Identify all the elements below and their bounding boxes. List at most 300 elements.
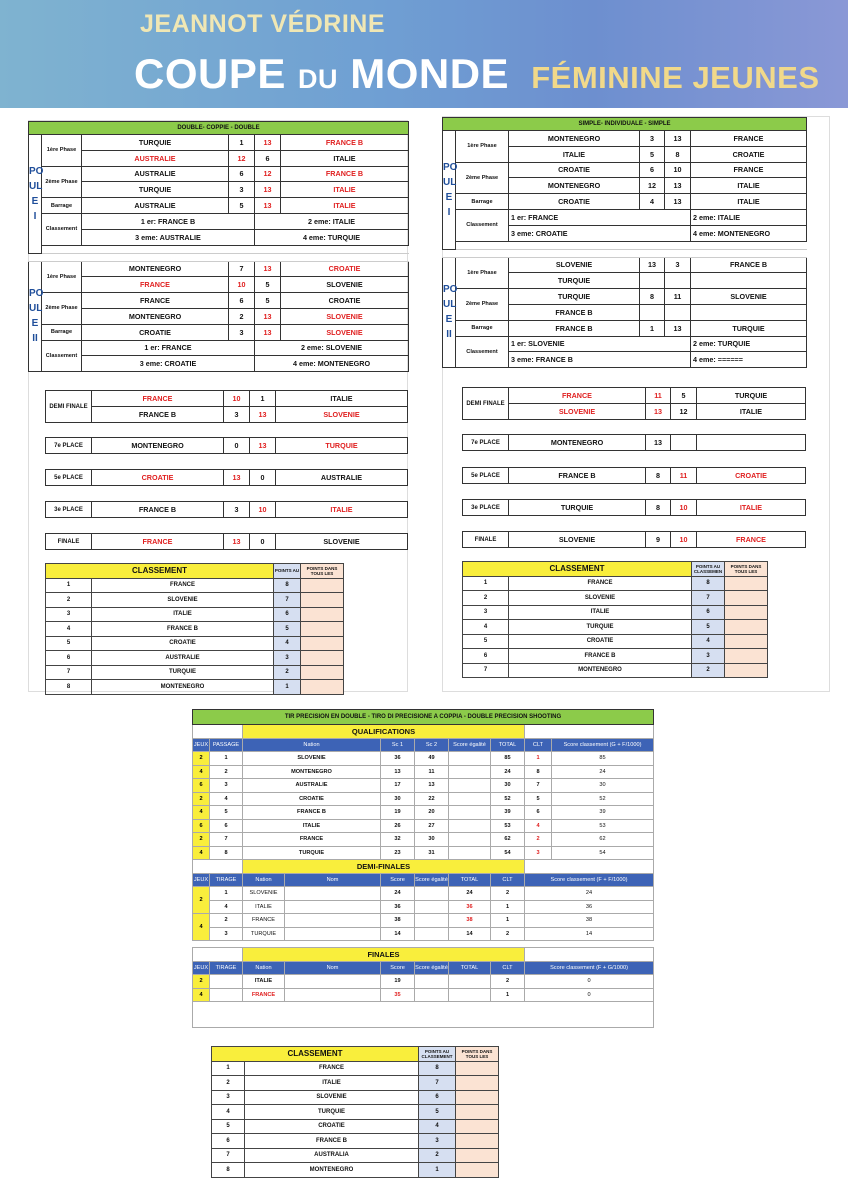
team: FRANCE — [92, 534, 224, 550]
score-classement-cell: 38 — [525, 914, 654, 928]
double-classement — [45, 563, 344, 695]
team: ITALIE — [691, 194, 807, 210]
col-header: Score égalité — [449, 739, 491, 752]
score-classement-cell: 36 — [525, 900, 654, 914]
rank-text: 1 er: FRANCE — [509, 209, 691, 225]
points-all-cell — [456, 1119, 499, 1134]
total-cell: 24 — [491, 765, 525, 779]
col-header: Nom — [285, 962, 381, 975]
qualif-row — [193, 846, 654, 860]
simple-classement — [462, 561, 768, 678]
classement-label: Classement — [456, 209, 509, 241]
team: TURQUIE — [509, 289, 640, 305]
qualif-row — [193, 833, 654, 847]
points-cell: 5 — [274, 622, 301, 637]
points-all-cell — [301, 665, 344, 680]
score — [671, 435, 697, 451]
score: 10 — [665, 162, 691, 178]
points-all-cell — [301, 607, 344, 622]
page-header — [0, 0, 848, 108]
score: 13 — [255, 135, 281, 151]
rank-cell: 4 — [463, 620, 509, 635]
team: FRANCE — [691, 162, 807, 178]
team: MONTENEGRO — [509, 178, 640, 194]
score-classement-cell: 39 — [552, 806, 654, 820]
nation-cell: MONTENEGRO — [509, 663, 692, 678]
clt-cell: 7 — [525, 779, 552, 793]
demi-row — [193, 914, 654, 928]
col-header: Nation — [243, 739, 381, 752]
jeux-cell: 2 — [193, 975, 210, 989]
qualif-row — [193, 806, 654, 820]
score-classement-cell: 85 — [552, 752, 654, 766]
score: 13 — [255, 324, 281, 340]
team: MONTENEGRO — [82, 261, 229, 277]
place-label: 7e PLACE — [463, 435, 509, 451]
nation-cell: AUSTRALIE — [92, 651, 274, 666]
total-cell: 62 — [491, 833, 525, 847]
team: FRANCE B — [509, 468, 646, 484]
col-points: POINTS AU CLASSEMENT — [419, 1047, 456, 1062]
qualif-title: QUALIFICATIONS — [243, 725, 525, 739]
points-all-cell — [725, 605, 768, 620]
score — [640, 304, 665, 320]
team: SLOVENIE — [276, 534, 408, 550]
team: TURQUIE — [691, 320, 807, 336]
qualif-row — [193, 752, 654, 766]
col-header: Nom — [285, 874, 381, 887]
title-feminine: FÉMININE JEUNES — [531, 60, 820, 95]
egalite-cell — [415, 988, 449, 1002]
col-points: POINTS AU CLASSEMEN — [692, 562, 725, 577]
team: FRANCE B — [691, 257, 807, 273]
team: ITALIE — [276, 391, 408, 407]
score: 2 — [229, 308, 255, 324]
pool-label: PO UL E I — [29, 135, 42, 254]
barrage-label: Barrage — [456, 320, 509, 336]
team: ITALIE — [281, 198, 409, 214]
points-cell: 1 — [274, 680, 301, 695]
rank-cell: 7 — [212, 1148, 245, 1163]
title-monde: MONDE — [350, 50, 510, 97]
points-all-cell — [301, 636, 344, 651]
classement-row — [46, 593, 344, 608]
clt-cell: 8 — [525, 765, 552, 779]
nation-cell: MONTENEGRO — [243, 765, 381, 779]
jeux-cell: 2 — [193, 887, 210, 914]
score — [665, 304, 691, 320]
double-5e-place — [45, 469, 408, 486]
rank-text: 4 eme: TURQUIE — [255, 229, 409, 245]
team: AUSTRALIE — [82, 150, 229, 166]
points-cell: 1 — [419, 1163, 456, 1178]
nation-cell: CROATIE — [92, 636, 274, 651]
col-header: JEUX — [193, 739, 210, 752]
score: 0 — [250, 470, 276, 486]
score: 3 — [224, 407, 250, 423]
tir-precision-section — [192, 709, 653, 1028]
rank-cell: 4 — [46, 622, 92, 637]
nation-cell: FRANCE — [92, 578, 274, 593]
double-3e-place — [45, 501, 408, 518]
classement-label: Classement — [42, 340, 82, 372]
clt-cell: 4 — [525, 819, 552, 833]
score: 8 — [646, 468, 671, 484]
tirage-cell: 2 — [210, 914, 243, 928]
total-cell: 53 — [491, 819, 525, 833]
rank-text: 4 eme: MONTENEGRO — [691, 225, 807, 241]
score: 12 — [640, 178, 665, 194]
rank-cell: 6 — [212, 1134, 245, 1149]
team: CROATIE — [691, 146, 807, 162]
tirage-cell: 3 — [210, 927, 243, 941]
phase-label: 1ère Phase — [42, 261, 82, 293]
points-cell: 5 — [419, 1105, 456, 1120]
place-label: 7e PLACE — [46, 438, 92, 454]
phase-label: 1ère Phase — [456, 257, 509, 289]
demi-label: DEMI FINALE — [46, 391, 92, 423]
score: 13 — [646, 435, 671, 451]
score-cell: 14 — [381, 927, 415, 941]
rank-text: 3 eme: CROATIE — [509, 225, 691, 241]
team: TURQUIE — [509, 273, 640, 289]
team: SLOVENIE — [281, 324, 409, 340]
team: TURQUIE — [697, 388, 806, 404]
total-cell — [449, 975, 491, 989]
col-header: JEUX — [193, 962, 210, 975]
classement-row — [212, 1134, 499, 1149]
sc1-cell: 30 — [381, 792, 415, 806]
score: 12 — [671, 404, 697, 420]
points-all-cell — [301, 680, 344, 695]
score: 13 — [646, 404, 671, 420]
nom-cell — [285, 927, 381, 941]
rank-text: 2 eme: SLOVENIE — [255, 340, 409, 356]
score-classement-cell: 0 — [525, 975, 654, 989]
col-header: Score classement (F + G/1000) — [525, 962, 654, 975]
score: 6 — [229, 166, 255, 182]
score: 3 — [640, 131, 665, 147]
team: SLOVENIE — [509, 532, 646, 548]
team: CROATIE — [697, 468, 806, 484]
team: SLOVENIE — [276, 407, 408, 423]
classement-row — [463, 649, 768, 664]
score: 5 — [255, 277, 281, 293]
score: 13 — [224, 534, 250, 550]
classement-row — [212, 1163, 499, 1178]
team: SLOVENIE — [691, 289, 807, 305]
rank-text: 1 er: FRANCE — [82, 340, 255, 356]
points-all-cell — [456, 1076, 499, 1091]
place-label: 3e PLACE — [46, 502, 92, 518]
double-finale — [45, 533, 408, 550]
demi-row — [193, 900, 654, 914]
classement-row — [463, 576, 768, 591]
jeux-cell: 4 — [193, 846, 210, 860]
score: 1 — [640, 320, 665, 336]
nation-cell: CROATIE — [243, 792, 381, 806]
points-all-cell — [301, 651, 344, 666]
team: ITALIE — [509, 146, 640, 162]
score-classement-cell: 24 — [552, 765, 654, 779]
jeux-cell: 2 — [193, 752, 210, 766]
rank-cell: 8 — [212, 1163, 245, 1178]
clt-cell: 2 — [491, 887, 525, 901]
points-all-cell — [301, 622, 344, 637]
team: MONTENEGRO — [509, 131, 640, 147]
passage-cell: 8 — [210, 846, 243, 860]
clt-cell: 3 — [525, 846, 552, 860]
points-cell: 8 — [274, 578, 301, 593]
classement-row — [212, 1061, 499, 1076]
barrage-label: Barrage — [42, 198, 82, 214]
nation-cell: FRANCE B — [243, 806, 381, 820]
team: ITALIE — [281, 150, 409, 166]
col-header: Nation — [243, 874, 285, 887]
col-header: PASSAGE — [210, 739, 243, 752]
points-all-cell — [456, 1061, 499, 1076]
egalite-cell — [415, 914, 449, 928]
team: ITALIE — [276, 502, 408, 518]
classement-title: CLASSEMENT — [463, 562, 692, 577]
phase-label: 2ème Phase — [42, 293, 82, 325]
classement-row — [46, 636, 344, 651]
points-all-cell — [725, 634, 768, 649]
classement-row — [463, 634, 768, 649]
col-points-all: POINTS DANS TOUS LES — [301, 564, 344, 579]
passage-cell: 1 — [210, 752, 243, 766]
egalite-cell — [449, 806, 491, 820]
points-all-cell — [456, 1090, 499, 1105]
egalite-cell — [415, 887, 449, 901]
rank-cell: 3 — [463, 605, 509, 620]
team: CROATIE — [509, 194, 640, 210]
col-header: Sc 1 — [381, 739, 415, 752]
points-cell: 4 — [274, 636, 301, 651]
double-title: DOUBLE- COPPIE - DOUBLE — [29, 122, 409, 135]
score-cell: 36 — [381, 900, 415, 914]
score: 13 — [224, 470, 250, 486]
classement-row — [46, 665, 344, 680]
points-cell: 6 — [274, 607, 301, 622]
nation-cell: ITALIE — [243, 819, 381, 833]
rank-text: 2 eme: ITALIE — [691, 209, 807, 225]
score-classement-cell: 0 — [525, 988, 654, 1002]
jeux-cell: 4 — [193, 765, 210, 779]
team: TURQUIE — [509, 500, 646, 516]
total-cell: 54 — [491, 846, 525, 860]
nom-cell — [285, 900, 381, 914]
team: ITALIE — [281, 182, 409, 198]
classement-row — [463, 591, 768, 606]
score: 13 — [665, 178, 691, 194]
rank-cell: 7 — [46, 665, 92, 680]
team: FRANCE — [697, 532, 806, 548]
team: CROATIE — [281, 293, 409, 309]
score: 0 — [224, 438, 250, 454]
header-subtitle: JEANNOT VÉDRINE — [140, 10, 386, 38]
nation-cell: TURQUIE — [243, 846, 381, 860]
score: 5 — [229, 198, 255, 214]
rank-cell: 2 — [212, 1076, 245, 1091]
egalite-cell — [449, 765, 491, 779]
total-cell: 39 — [491, 806, 525, 820]
points-cell: 3 — [692, 649, 725, 664]
rank-cell: 5 — [46, 636, 92, 651]
sc2-cell: 49 — [415, 752, 449, 766]
sc1-cell: 17 — [381, 779, 415, 793]
total-cell — [449, 988, 491, 1002]
points-cell: 3 — [419, 1134, 456, 1149]
jeux-cell: 2 — [193, 792, 210, 806]
rank-cell: 2 — [463, 591, 509, 606]
col-header: TIRAGE — [210, 962, 243, 975]
place-label: 5e PLACE — [463, 468, 509, 484]
col-header: TOTAL — [449, 874, 491, 887]
classement-row — [463, 620, 768, 635]
col-header: Score — [381, 874, 415, 887]
score: 13 — [665, 320, 691, 336]
team: FRANCE — [92, 391, 224, 407]
score: 13 — [665, 194, 691, 210]
classement-label: Classement — [42, 213, 82, 245]
score: 13 — [640, 257, 665, 273]
nation-cell: SLOVENIE — [243, 887, 285, 901]
double-demi-finale — [45, 390, 408, 423]
barrage-label: Barrage — [456, 194, 509, 210]
score: 6 — [255, 150, 281, 166]
clt-cell: 6 — [525, 806, 552, 820]
col-header: Score égalité — [415, 874, 449, 887]
score: 6 — [640, 162, 665, 178]
tirage-cell — [210, 975, 243, 989]
rank-text: 2 eme: ITALIE — [255, 213, 409, 229]
rank-cell: 6 — [463, 649, 509, 664]
score: 9 — [646, 532, 671, 548]
nation-cell: MONTENEGRO — [92, 680, 274, 695]
score: 13 — [255, 308, 281, 324]
score: 3 — [665, 257, 691, 273]
score: 8 — [640, 289, 665, 305]
double-sheet — [28, 121, 408, 372]
col-header: CLT — [525, 739, 552, 752]
sc1-cell: 13 — [381, 765, 415, 779]
score: 13 — [665, 131, 691, 147]
score: 8 — [646, 500, 671, 516]
score: 3 — [229, 324, 255, 340]
score-classement-cell: 52 — [552, 792, 654, 806]
col-header: Score classement (F + F/1000) — [525, 874, 654, 887]
clt-cell: 1 — [491, 914, 525, 928]
rank-cell: 6 — [46, 651, 92, 666]
passage-cell: 6 — [210, 819, 243, 833]
points-cell: 3 — [274, 651, 301, 666]
nation-cell: FRANCE B — [245, 1134, 419, 1149]
pool-label: PO UL E II — [29, 261, 42, 372]
egalite-cell — [415, 927, 449, 941]
team: FRANCE B — [509, 304, 640, 320]
team: AUSTRALIE — [82, 166, 229, 182]
qualif-row — [193, 819, 654, 833]
tirage-cell: 4 — [210, 900, 243, 914]
score-classement-cell: 14 — [525, 927, 654, 941]
col-header: Score classement (G + F/1000) — [552, 739, 654, 752]
col-points-all: POINTS DANS TOUS LES — [456, 1047, 499, 1062]
points-cell: 8 — [419, 1061, 456, 1076]
team: AUSTRALIE — [82, 198, 229, 214]
score-cell: 38 — [381, 914, 415, 928]
nation-cell: AUSTRALIA — [245, 1148, 419, 1163]
nation-cell: ITALIE — [243, 975, 285, 989]
jeux-cell: 4 — [193, 806, 210, 820]
tir-table — [192, 709, 654, 1028]
demi-row — [193, 927, 654, 941]
score-cell: 24 — [381, 887, 415, 901]
sc2-cell: 30 — [415, 833, 449, 847]
sc2-cell: 20 — [415, 806, 449, 820]
score: 11 — [646, 388, 671, 404]
score-classement-cell: 53 — [552, 819, 654, 833]
passage-cell: 5 — [210, 806, 243, 820]
classement-row — [463, 605, 768, 620]
team: FRANCE B — [92, 502, 224, 518]
points-all-cell — [725, 591, 768, 606]
points-cell: 2 — [419, 1148, 456, 1163]
team: CROATIE — [281, 261, 409, 277]
demi-title: DEMI-FINALES — [243, 860, 525, 874]
col-header: Nation — [243, 962, 285, 975]
col-header: TIRAGE — [210, 874, 243, 887]
score: 12 — [229, 150, 255, 166]
egalite-cell — [449, 792, 491, 806]
rank-cell: 7 — [463, 663, 509, 678]
rank-text: 3 eme: AUSTRALIE — [82, 229, 255, 245]
score: 5 — [640, 146, 665, 162]
passage-cell: 4 — [210, 792, 243, 806]
team: TURQUIE — [276, 438, 408, 454]
classement-row — [212, 1119, 499, 1134]
points-cell: 8 — [692, 576, 725, 591]
simple-title: SIMPLE- INDIVIDUALE - SIMPLE — [443, 118, 807, 131]
egalite-cell — [449, 833, 491, 847]
finale-row — [193, 988, 654, 1002]
score: 6 — [229, 293, 255, 309]
nation-cell: FRANCE — [243, 988, 285, 1002]
score: 4 — [640, 194, 665, 210]
team — [691, 273, 807, 289]
sc1-cell: 32 — [381, 833, 415, 847]
nation-cell: FRANCE — [509, 576, 692, 591]
egalite-cell — [415, 900, 449, 914]
total-cell: 14 — [449, 927, 491, 941]
egalite-cell — [449, 752, 491, 766]
points-cell: 2 — [692, 663, 725, 678]
phase-label: 1ère Phase — [456, 131, 509, 163]
sc1-cell: 26 — [381, 819, 415, 833]
points-cell: 7 — [419, 1076, 456, 1091]
classement-row — [212, 1148, 499, 1163]
sc1-cell: 19 — [381, 806, 415, 820]
points-all-cell — [725, 663, 768, 678]
clt-cell: 1 — [491, 988, 525, 1002]
points-all-cell — [456, 1105, 499, 1120]
score: 13 — [255, 198, 281, 214]
score: 10 — [671, 532, 697, 548]
tirage-cell: 1 — [210, 887, 243, 901]
col-header: Score — [381, 962, 415, 975]
team: MONTENEGRO — [92, 438, 224, 454]
points-all-cell — [301, 593, 344, 608]
